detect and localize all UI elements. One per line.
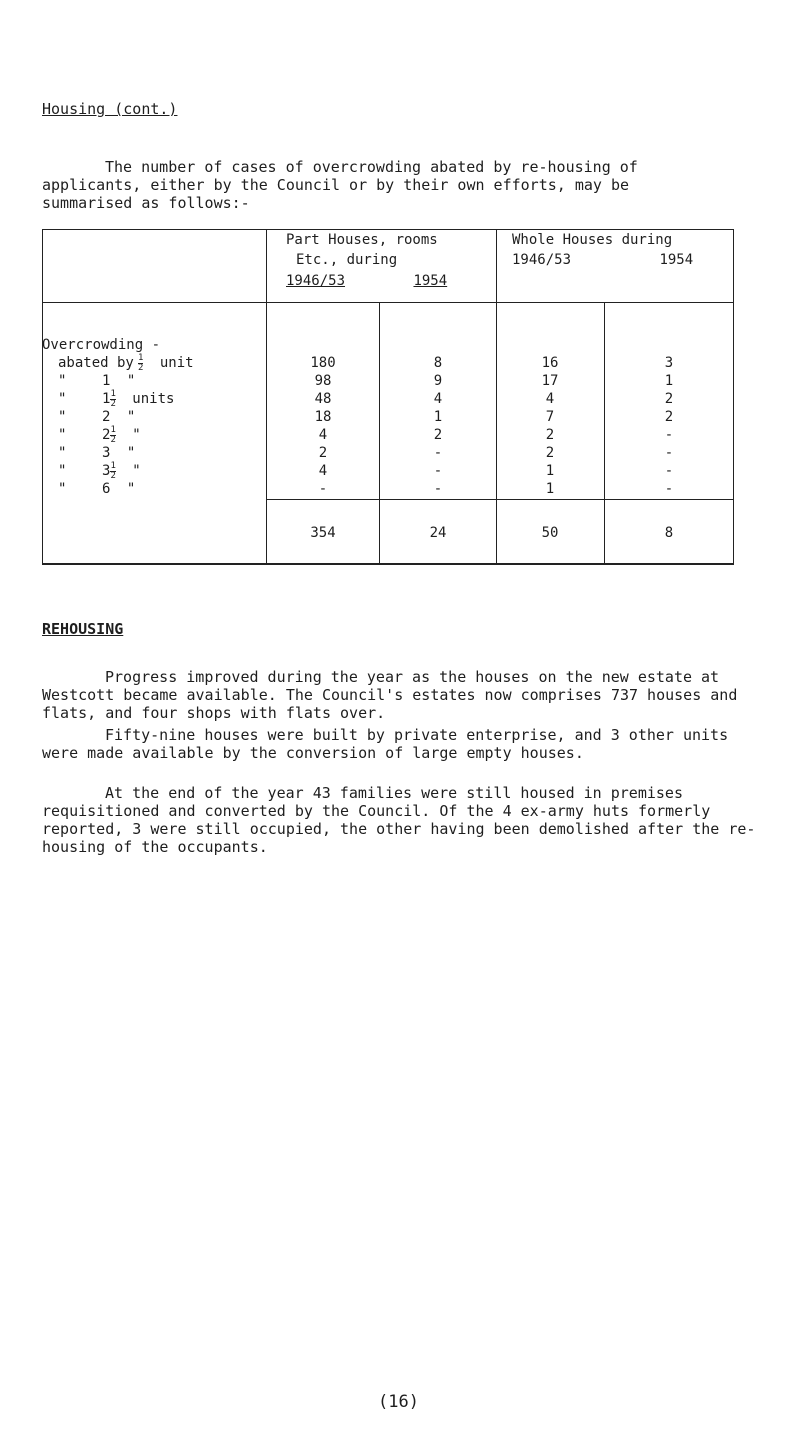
header-whole-1954: 1954 bbox=[659, 252, 694, 268]
row-label-unit: " bbox=[118, 445, 136, 461]
table-cell: - bbox=[433, 445, 443, 461]
table-cell: 48 bbox=[314, 391, 332, 407]
row-label-prefix: " bbox=[58, 391, 67, 407]
total-cell: 24 bbox=[429, 525, 447, 541]
table-cell: 3 bbox=[664, 355, 674, 371]
row-label-number: 1 bbox=[102, 391, 111, 407]
table-cell: 180 bbox=[310, 355, 336, 371]
table-cell: 2 bbox=[433, 427, 443, 443]
table-cell: 4 bbox=[318, 427, 328, 443]
row-label-number: 1 bbox=[102, 373, 111, 389]
total-cell: 354 bbox=[310, 525, 336, 541]
row-label-prefix: abated by bbox=[58, 355, 134, 371]
table-cell: 9 bbox=[433, 373, 443, 389]
paragraph-3-text: At the end of the year 43 families were still housed in premises requisitioned and converted by the Council. Of the 4 ex-army huts formerly reported, 3 were still occupied, the other having been demolished after the re-housing of the occupants. bbox=[42, 784, 756, 856]
table-cell: 18 bbox=[314, 409, 332, 425]
paragraph-1 bbox=[42, 668, 760, 722]
row-label-fraction: $\frac{1}{2}$ bbox=[110, 388, 116, 409]
intro-paragraph bbox=[42, 158, 760, 212]
header-part-1946-53: 1946/53 bbox=[286, 273, 346, 289]
row-label-fraction: $\frac{1}{2}$ bbox=[138, 352, 144, 373]
table-cell: 2 bbox=[545, 445, 555, 461]
table-cell: 2 bbox=[545, 427, 555, 443]
table-cell: 4 bbox=[318, 463, 328, 479]
table-cell: - bbox=[318, 481, 328, 497]
intro-line-3: summarised as follows:- bbox=[42, 194, 250, 212]
row-label bbox=[58, 407, 135, 427]
table-cell: 98 bbox=[314, 373, 332, 389]
paragraph-3 bbox=[42, 784, 760, 856]
row-label-prefix: " bbox=[58, 373, 67, 389]
row-label bbox=[58, 479, 135, 499]
row-label-prefix: " bbox=[58, 427, 67, 443]
table-cell: 16 bbox=[541, 355, 559, 371]
total-cell: 50 bbox=[541, 525, 559, 541]
rehousing-heading: REHOUSING bbox=[42, 620, 124, 638]
row-label bbox=[58, 371, 135, 391]
table-cell: 8 bbox=[433, 355, 443, 371]
row-label-number: 2 bbox=[102, 409, 111, 425]
table-cell: - bbox=[664, 445, 674, 461]
row-title: Overcrowding - bbox=[42, 337, 161, 353]
table-cell: 2 bbox=[318, 445, 328, 461]
header-whole-years bbox=[512, 250, 748, 270]
row-label-unit: units bbox=[123, 391, 175, 407]
table-cell: 1 bbox=[545, 463, 555, 479]
row-label-number: 3 bbox=[102, 445, 111, 461]
paragraph-1-text: Progress improved during the year as the houses on the new estate at Westcott became available. The Council's estates now comprises 737 houses and flats, and four shops with flats over. bbox=[42, 668, 738, 722]
row-label bbox=[58, 425, 141, 445]
table-cell: - bbox=[664, 481, 674, 497]
table-cell: 1 bbox=[545, 481, 555, 497]
table-cell: 1 bbox=[433, 409, 443, 425]
row-label bbox=[58, 443, 135, 463]
total-cell: 8 bbox=[664, 525, 674, 541]
row-label-unit: " bbox=[118, 373, 136, 389]
paragraph-2-text: Fifty-nine houses were built by private enterprise, and 3 other units were made available by the conversion of large empty houses. bbox=[42, 726, 729, 762]
page-heading: Housing (cont.) bbox=[42, 100, 178, 118]
table-cell: 2 bbox=[664, 409, 674, 425]
intro-line-1: The number of cases of overcrowding abated by re-housing of bbox=[105, 158, 638, 176]
table-cell: 1 bbox=[664, 373, 674, 389]
row-label-prefix: " bbox=[58, 481, 67, 497]
row-label-number: 2 bbox=[102, 427, 111, 443]
row-label-prefix: " bbox=[58, 409, 67, 425]
row-label-unit: " bbox=[118, 481, 136, 497]
page-number: (16) bbox=[378, 1392, 419, 1412]
header-part-years bbox=[268, 271, 514, 291]
row-label bbox=[58, 389, 174, 409]
table-cell: - bbox=[433, 481, 443, 497]
overcrowding-table bbox=[42, 229, 734, 565]
table-cell: - bbox=[433, 463, 443, 479]
row-label-number: 3 bbox=[102, 463, 111, 479]
table-cell: 17 bbox=[541, 373, 559, 389]
header-part-line-1: Part Houses, rooms bbox=[286, 232, 438, 248]
header-whole-line-1: Whole Houses during bbox=[512, 232, 673, 248]
table-cell: 7 bbox=[545, 409, 555, 425]
intro-line-2: applicants, either by the Council or by their own efforts, may be bbox=[42, 176, 629, 194]
row-label-unit: " bbox=[118, 409, 136, 425]
header-part-1954: 1954 bbox=[413, 273, 448, 289]
row-label-unit: " bbox=[123, 427, 141, 443]
table-cell: - bbox=[664, 463, 674, 479]
header-whole-houses bbox=[498, 230, 748, 270]
table-cell: 4 bbox=[433, 391, 443, 407]
header-part-line-2: Etc., during bbox=[296, 252, 398, 268]
row-label-prefix: " bbox=[58, 463, 67, 479]
header-whole-1946-53: 1946/53 bbox=[512, 252, 572, 268]
paragraph-2 bbox=[42, 726, 760, 762]
row-label-unit: " bbox=[123, 463, 141, 479]
row-label bbox=[58, 461, 141, 481]
row-label-fraction: $\frac{1}{2}$ bbox=[110, 460, 116, 481]
row-label bbox=[58, 353, 194, 373]
row-label-prefix: " bbox=[58, 445, 67, 461]
table-cell: 2 bbox=[664, 391, 674, 407]
row-label-number: 6 bbox=[102, 481, 111, 497]
table-cell: - bbox=[664, 427, 674, 443]
row-label-fraction: $\frac{1}{2}$ bbox=[110, 424, 116, 445]
table-cell: 4 bbox=[545, 391, 555, 407]
header-part-houses bbox=[268, 230, 514, 270]
row-label-unit: unit bbox=[151, 355, 194, 371]
